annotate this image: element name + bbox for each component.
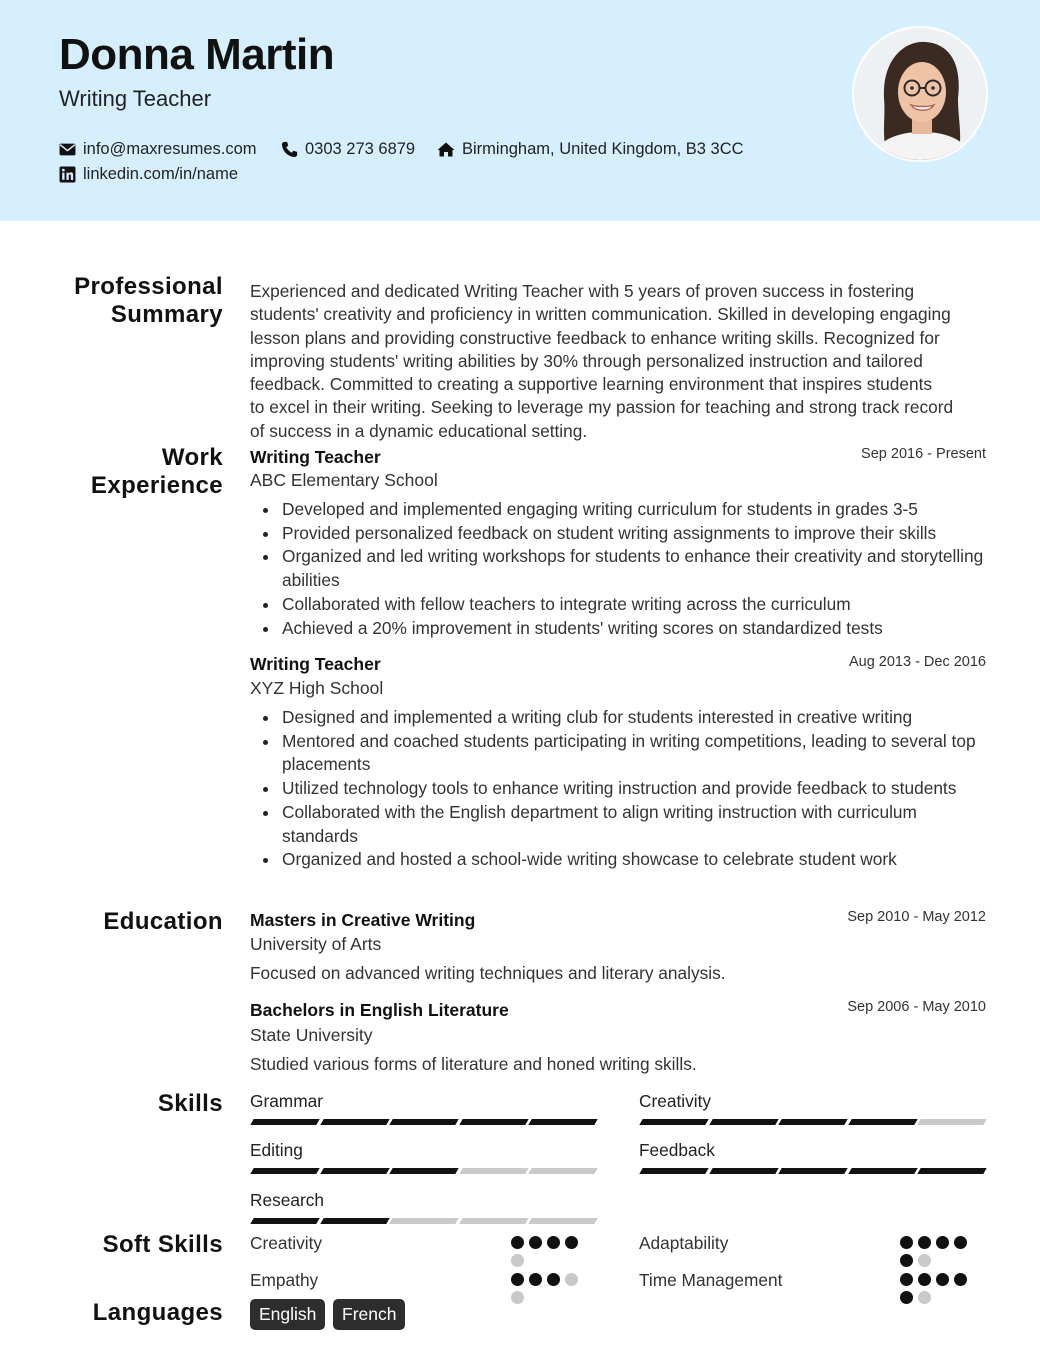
soft-skill-dot bbox=[900, 1291, 913, 1304]
job-bullet: Developed and implemented engaging writing curriculum for students in grades 3-5 bbox=[262, 498, 990, 522]
skill-level-bar bbox=[641, 1119, 989, 1125]
skill-level-segment bbox=[848, 1168, 917, 1174]
skill-name: Research bbox=[250, 1190, 324, 1210]
summary-line: improving students' writing abilities by 30% through personalized instruction and tailored bbox=[250, 350, 923, 371]
soft-skill-dot bbox=[529, 1273, 542, 1286]
candidate-title: Writing Teacher bbox=[59, 86, 212, 111]
soft-skill-name: Creativity bbox=[250, 1233, 323, 1253]
education-description: Focused on advanced writing techniques and literary analysis. bbox=[250, 963, 726, 983]
contact-phone[interactable] bbox=[281, 140, 415, 159]
skill-level-segment bbox=[389, 1218, 458, 1224]
soft-skill-dot bbox=[511, 1273, 524, 1286]
job-bullet: Achieved a 20% improvement in students' writing scores on standardized tests bbox=[262, 617, 990, 641]
summary-line: lesson plans and providing constructive feedback to enhance writing skills. Recognized for bbox=[250, 327, 940, 348]
job-bullets bbox=[262, 706, 990, 872]
skill-level-segment bbox=[320, 1119, 389, 1125]
job-bullet: Organized and led writing workshops for students to enhance their creativity and storytelling abilities bbox=[262, 545, 990, 592]
education-dates: Sep 2010 - May 2012 bbox=[847, 909, 986, 925]
language-badge: English bbox=[250, 1299, 325, 1330]
envelope-icon bbox=[59, 141, 76, 158]
skill-level-segment bbox=[778, 1119, 847, 1125]
contact-email[interactable] bbox=[59, 140, 257, 159]
soft-skill-name: Time Management bbox=[639, 1270, 783, 1290]
job-bullet: Provided personalized feedback on student writing assignments to improve their skills bbox=[262, 522, 990, 546]
linkedin-text[interactable]: linkedin.com/in/name bbox=[83, 165, 238, 183]
skill-level-segment bbox=[529, 1218, 598, 1224]
candidate-name: Donna Martin bbox=[59, 30, 335, 79]
job-bullet: Mentored and coached students participating in writing competitions, leading to several top placements bbox=[262, 730, 990, 777]
soft-skill-name: Empathy bbox=[250, 1270, 319, 1290]
job-dates: Sep 2016 - Present bbox=[861, 446, 986, 462]
skill-name: Grammar bbox=[250, 1091, 323, 1111]
skill-level-bar bbox=[252, 1119, 600, 1125]
job-dates: Aug 2013 - Dec 2016 bbox=[848, 654, 986, 670]
soft-skill-dot bbox=[511, 1254, 524, 1267]
skill-level-segment bbox=[918, 1168, 987, 1174]
job-bullet: Collaborated with fellow teachers to integrate writing across the curriculum bbox=[262, 593, 990, 617]
section-title-summary: Professional Summary bbox=[74, 273, 223, 328]
skill-level-segment bbox=[639, 1119, 708, 1125]
soft-skill-dots bbox=[900, 1273, 972, 1309]
soft-skill-dot bbox=[954, 1236, 967, 1249]
skill-name: Feedback bbox=[639, 1140, 715, 1160]
summary-text bbox=[250, 280, 990, 443]
skill-level-segment bbox=[529, 1119, 598, 1125]
skill-level-segment bbox=[250, 1218, 319, 1224]
soft-skill-name: Adaptability bbox=[639, 1233, 729, 1253]
skill-level-segment bbox=[459, 1119, 528, 1125]
phone-icon bbox=[281, 141, 298, 158]
summary-line: Experienced and dedicated Writing Teacher with 5 years of proven success in fostering bbox=[250, 281, 915, 301]
soft-skill-dot bbox=[511, 1236, 524, 1249]
skill-level-segment bbox=[320, 1168, 389, 1174]
soft-skill-dot bbox=[900, 1273, 913, 1286]
summary-line: feedback. Committed to creating a supportive learning environment that inspires students bbox=[250, 374, 933, 395]
address-text: Birmingham, United Kingdom, B3 3CC bbox=[462, 140, 744, 158]
skill-level-segment bbox=[389, 1119, 458, 1125]
skill-level-segment bbox=[250, 1119, 319, 1125]
job-bullet: Organized and hosted a school-wide writing showcase to celebrate student work bbox=[262, 848, 990, 872]
soft-skill-dot bbox=[511, 1291, 524, 1304]
soft-skill-dot bbox=[547, 1273, 560, 1286]
email-text[interactable]: info@maxresumes.com bbox=[83, 140, 257, 158]
skill-name: Creativity bbox=[639, 1091, 712, 1111]
soft-skill-dot bbox=[547, 1236, 560, 1249]
soft-skill-dot bbox=[918, 1254, 931, 1267]
summary-line: of success in a dynamic educational setting. bbox=[250, 420, 588, 441]
job-company: ABC Elementary School bbox=[250, 470, 438, 490]
home-icon bbox=[437, 141, 455, 158]
summary-line: students' creativity and proficiency in written communication. Skilled in developing engaging bbox=[250, 304, 951, 325]
education-dates: Sep 2006 - May 2010 bbox=[847, 999, 986, 1015]
soft-skill-dot bbox=[900, 1236, 913, 1249]
job-bullet: Utilized technology tools to enhance writing instruction and provide feedback to students bbox=[262, 777, 990, 801]
soft-skill-dot bbox=[918, 1273, 931, 1286]
skill-level-segment bbox=[459, 1218, 528, 1224]
soft-skill-dot bbox=[918, 1291, 931, 1304]
education-degree: Bachelors in English Literature bbox=[250, 1000, 509, 1020]
section-title-languages: Languages bbox=[92, 1299, 223, 1326]
skill-level-bar bbox=[252, 1168, 600, 1174]
soft-skill-dot bbox=[936, 1273, 949, 1286]
job-title: Writing Teacher bbox=[250, 447, 381, 467]
skill-level-bar bbox=[252, 1218, 600, 1224]
soft-skill-dots bbox=[511, 1236, 583, 1272]
skill-level-segment bbox=[389, 1168, 458, 1174]
resume-header bbox=[0, 0, 1040, 221]
skill-level-segment bbox=[709, 1168, 778, 1174]
skill-level-segment bbox=[459, 1168, 528, 1174]
profile-photo bbox=[852, 26, 988, 162]
skill-level-segment bbox=[918, 1119, 987, 1125]
soft-skill-dot bbox=[565, 1273, 578, 1286]
soft-skill-dot bbox=[918, 1236, 931, 1249]
education-description: Studied various forms of literature and honed writing skills. bbox=[250, 1054, 697, 1074]
education-degree: Masters in Creative Writing bbox=[250, 910, 476, 930]
skill-level-segment bbox=[320, 1218, 389, 1224]
soft-skill-dot bbox=[565, 1236, 578, 1249]
phone-text[interactable]: 0303 273 6879 bbox=[305, 140, 416, 158]
skill-level-segment bbox=[250, 1168, 319, 1174]
soft-skill-dot bbox=[900, 1254, 913, 1267]
summary-line: to excel in their writing. Seeking to leverage my passion for teaching and strong track record bbox=[250, 397, 954, 418]
skill-level-segment bbox=[709, 1119, 778, 1125]
section-title-work: Work Experience bbox=[90, 444, 223, 499]
language-badge: French bbox=[333, 1299, 405, 1330]
contact-address bbox=[437, 140, 744, 159]
skill-level-segment bbox=[848, 1119, 917, 1125]
job-bullet: Designed and implemented a writing club for students interested in creative writing bbox=[262, 706, 990, 730]
skill-level-bar bbox=[641, 1168, 989, 1174]
linkedin-icon bbox=[59, 166, 76, 183]
soft-skill-dot bbox=[936, 1236, 949, 1249]
job-bullets bbox=[262, 498, 990, 640]
section-title-education: Education bbox=[103, 908, 223, 935]
job-bullet: Collaborated with the English department to align writing instruction with curriculum standards bbox=[262, 801, 990, 848]
job-title: Writing Teacher bbox=[250, 654, 381, 674]
skill-level-segment bbox=[529, 1168, 598, 1174]
job-company: XYZ High School bbox=[250, 678, 384, 698]
skill-level-segment bbox=[778, 1168, 847, 1174]
skill-name: Editing bbox=[250, 1140, 303, 1160]
section-title-skills: Skills bbox=[157, 1090, 223, 1117]
soft-skill-dots bbox=[900, 1236, 972, 1272]
contact-linkedin[interactable] bbox=[59, 165, 238, 184]
education-school: State University bbox=[250, 1025, 373, 1045]
skill-level-segment bbox=[639, 1168, 708, 1174]
soft-skill-dot bbox=[954, 1273, 967, 1286]
section-title-soft-skills: Soft Skills bbox=[102, 1231, 223, 1258]
soft-skill-dots bbox=[511, 1273, 583, 1309]
soft-skill-dot bbox=[529, 1236, 542, 1249]
education-school: University of Arts bbox=[250, 934, 382, 954]
